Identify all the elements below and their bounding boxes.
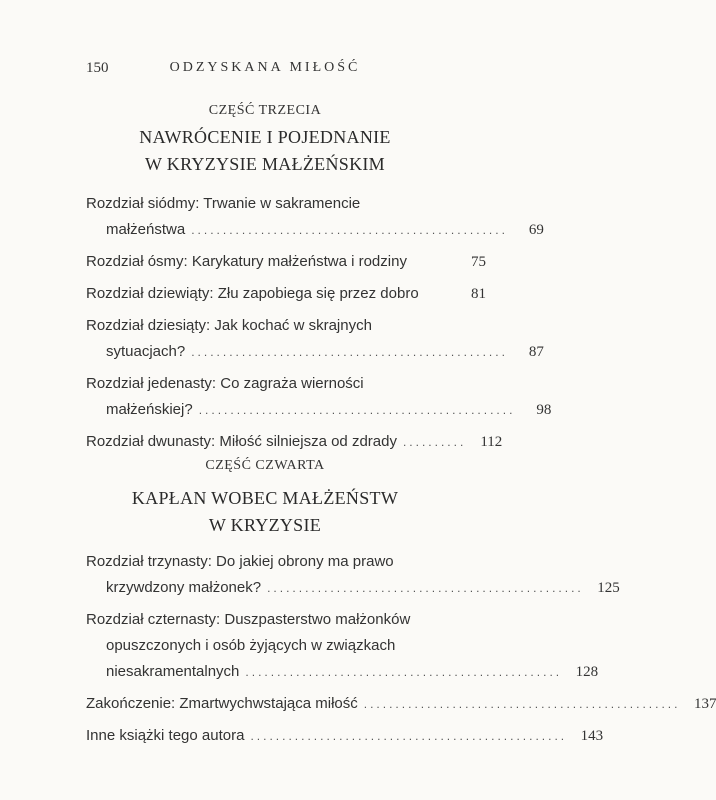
toc-entry-text: Rozdział dwunasty: Miłość silniejsza od zdrady <box>86 433 397 450</box>
toc-entry-chapter-11 <box>86 371 552 423</box>
toc-entry-text: Rozdział siódmy: Trwanie w sakramencie <box>86 195 361 212</box>
toc-entry-chapter-13 <box>86 549 620 601</box>
toc-page-number: 69 <box>528 222 544 238</box>
part-three-title <box>0 124 530 178</box>
toc-entry-other-books <box>86 723 604 749</box>
toc-part-three <box>86 191 552 455</box>
toc-entry-text: sytuacjach? <box>106 343 186 360</box>
toc-page-number: 81 <box>471 286 486 302</box>
toc-page-number: 112 <box>480 434 503 450</box>
toc-entry-text: Rozdział dziewiąty: Złu zapobiega się przez dobro <box>86 285 419 302</box>
toc-page-number: 137 <box>693 696 716 712</box>
toc-entry-text: małżeństwa <box>106 221 186 238</box>
toc-entry-conclusion <box>86 691 716 717</box>
leader-dots: .................................................. <box>191 223 508 237</box>
part-four-title-line: W KRYZYSIE <box>208 515 322 535</box>
part-three-title-line: NAWRÓCENIE I POJEDNANIE <box>139 127 391 147</box>
running-head <box>0 60 530 80</box>
toc-page-number: 143 <box>580 728 604 744</box>
leader-dots: .................................................. <box>267 581 584 595</box>
part-four-label: CZĘŚĆ CZWARTA <box>205 458 325 473</box>
toc-entry-text: Rozdział czternasty: Duszpasterstwo małżonków <box>86 611 411 628</box>
toc-entry-text: Rozdział ósmy: Karykatury małżeństwa i rodziny <box>86 253 407 270</box>
toc-page-number: 128 <box>575 664 599 680</box>
toc-entry-chapter-9 <box>86 281 486 307</box>
part-four-title-line: KAPŁAN WOBEC MAŁŻEŃSTW <box>131 488 399 508</box>
toc-entry-chapter-10 <box>86 313 544 365</box>
toc-entry-chapter-7 <box>86 191 544 243</box>
toc-page-number: 125 <box>597 580 620 596</box>
leader-dots: .......... <box>402 435 467 449</box>
page-number: 150 <box>86 60 109 76</box>
leader-dots: .................................................. <box>245 665 563 679</box>
toc-entry-text: Rozdział jedenasty: Co zagraża wierności <box>86 375 364 392</box>
toc-page-number: 98 <box>536 402 552 418</box>
leader-dots: .................................................. <box>250 729 568 743</box>
toc-entry-text: Rozdział dziesiąty: Jak kochać w skrajnych <box>86 317 372 334</box>
leader-dots: .................................................. <box>363 697 681 711</box>
leader-dots: .................................................. <box>198 403 516 417</box>
toc-entry-text: niesakramentalnych <box>106 663 240 680</box>
toc-part-four <box>86 549 716 749</box>
toc-entry-text: krzywdzony małżonek? <box>106 579 262 596</box>
toc-page-number: 87 <box>528 344 544 360</box>
part-three-title-line: W KRYZYSIE MAŁŻEŃSKIM <box>145 154 385 174</box>
toc-entry-text: opuszczonych i osób żyjących w związkach <box>106 637 396 654</box>
part-four-title <box>0 485 530 539</box>
toc-entry-text: Zakończenie: Zmartwychwstająca miłość <box>86 695 358 712</box>
toc-entry-text: Rozdział trzynasty: Do jakiej obrony ma prawo <box>86 553 394 570</box>
toc-entry-text: małżeńskiej? <box>106 401 193 418</box>
toc-entry-chapter-14 <box>86 607 599 685</box>
toc-entry-text: Inne książki tego autora <box>86 727 245 744</box>
leader-dots: .................................................. <box>191 345 508 359</box>
part-three-label: CZĘŚĆ TRZECIA <box>208 103 322 118</box>
toc-page-number: 75 <box>471 254 486 270</box>
toc-entry-chapter-12 <box>86 429 503 455</box>
toc-entry-chapter-8 <box>86 249 486 275</box>
book-title: ODZYSKANA MIŁOŚĆ <box>169 60 361 75</box>
